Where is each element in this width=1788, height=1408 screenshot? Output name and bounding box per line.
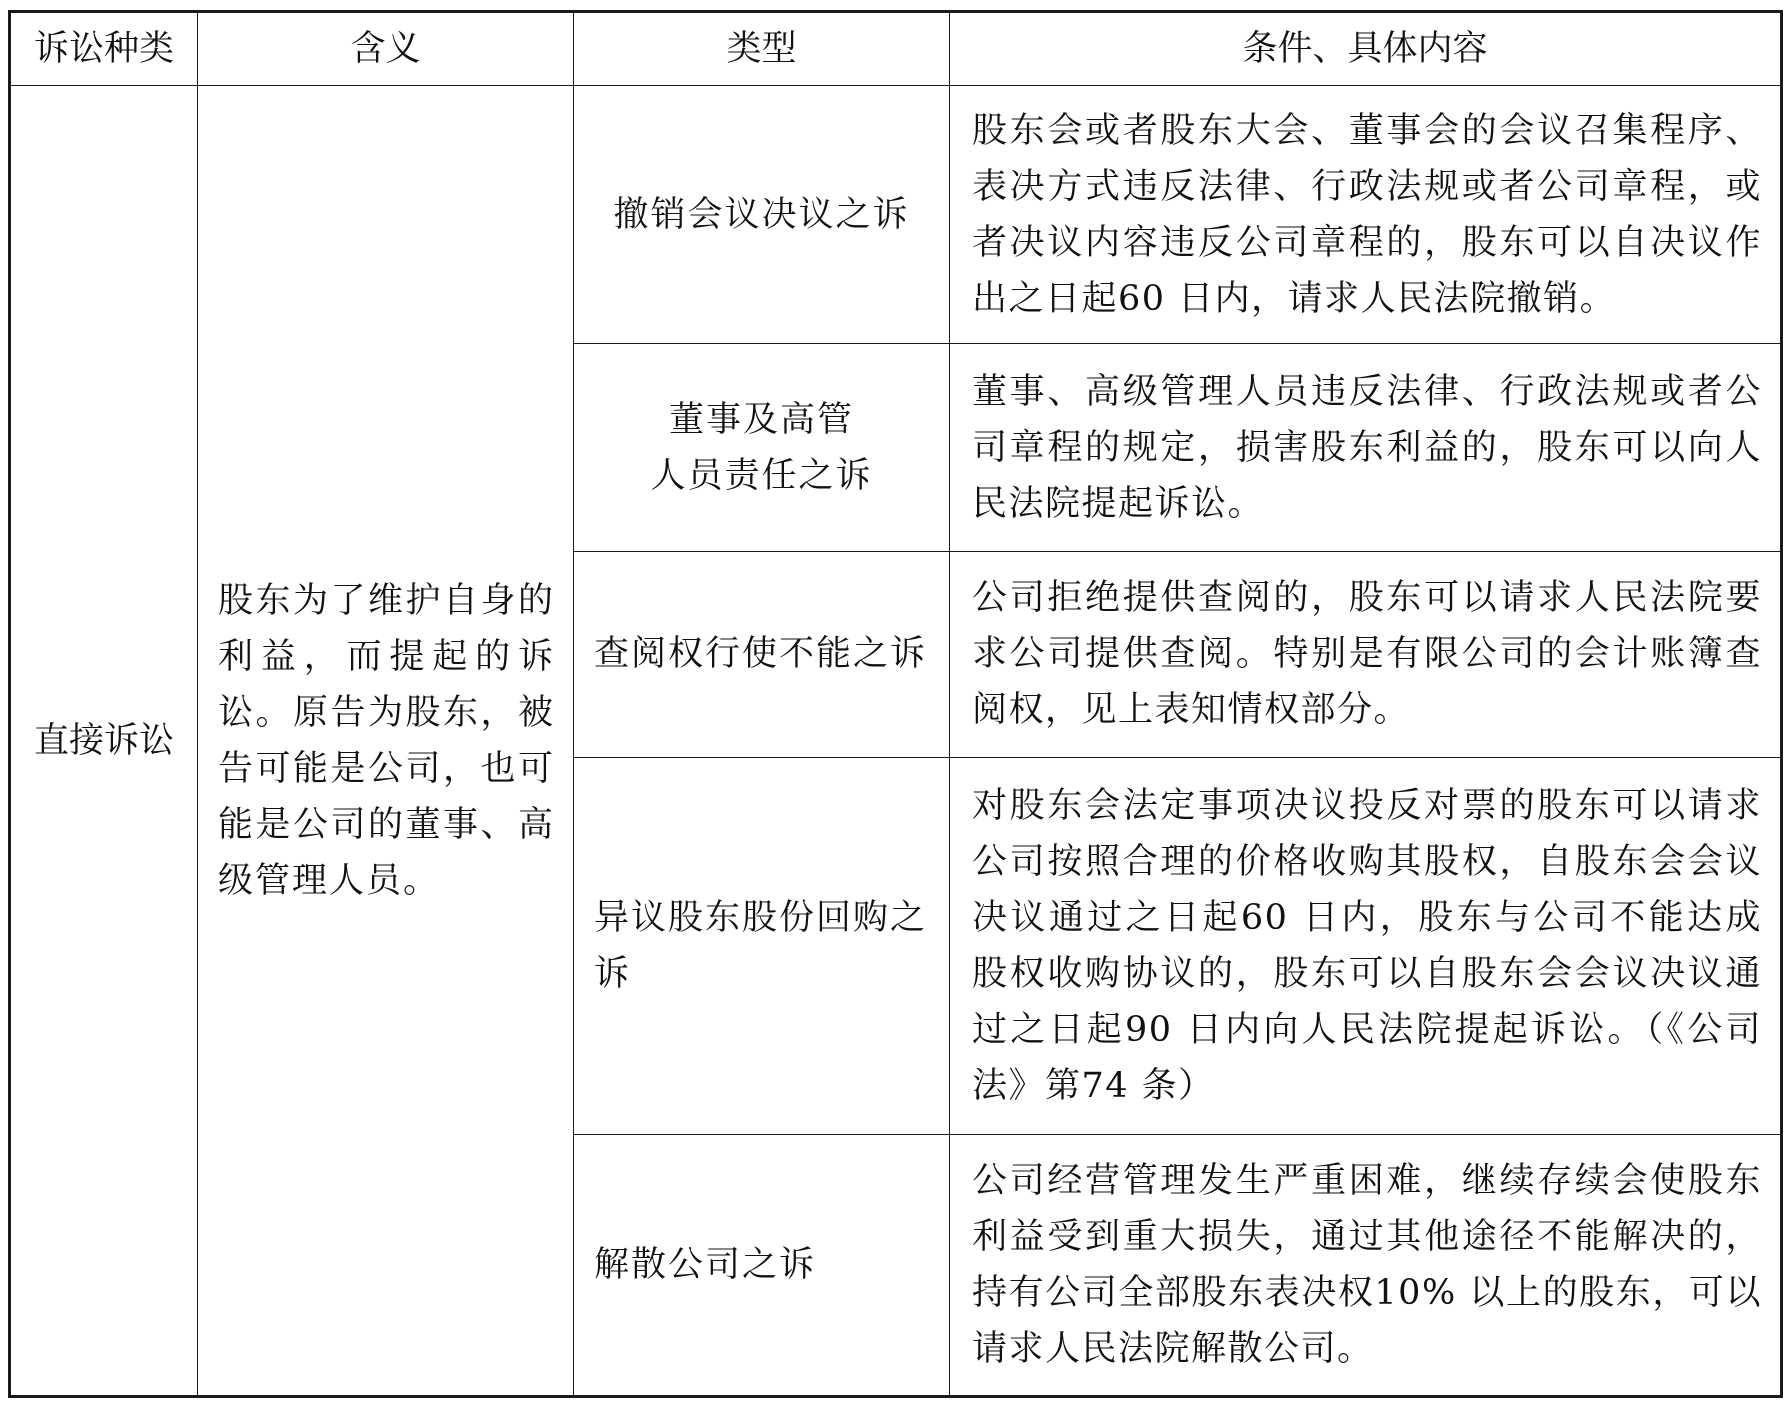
meaning-cell: 股东为了维护自身的利益，而提起的诉讼。原告为股东，被告可能是公司，也可能是公司的董事、高级管理人员。 — [198, 86, 574, 1397]
type-line: 人员责任之诉 — [650, 455, 873, 496]
content-cell: 股东会或者股东大会、董事会的会议召集程序、表决方式违反法律、行政法规或者公司章程，或者决议内容违反公司章程的，股东可以自决议作出之日起60 日内，请求人民法院撤销。 — [950, 86, 1782, 344]
header-row — [10, 12, 1782, 86]
header-type: 类型 — [574, 12, 950, 86]
header-kind: 诉讼种类 — [10, 12, 198, 86]
kind-cell: 直接诉讼 — [10, 86, 198, 1397]
lawsuit-table — [8, 10, 1783, 1398]
content-cell: 公司拒绝提供查阅的，股东可以请求人民法院要求公司提供查阅。特别是有限公司的会计账簿查阅权，见上表知情权部分。 — [950, 551, 1782, 757]
content-cell: 公司经营管理发生严重困难，继续存续会使股东利益受到重大损失，通过其他途径不能解决的，持有公司全部股东表决权10% 以上的股东，可以请求人民法院解散公司。 — [950, 1134, 1782, 1396]
type-cell — [574, 344, 950, 551]
content-cell: 对股东会法定事项决议投反对票的股东可以请求公司按照合理的价格收购其股权，自股东会会议决议通过之日起60 日内，股东与公司不能达成股权收购协议的，股东可以自股东会会议决议通过之日起90 日内向人民法院提起诉讼。（《公司法》第74 条） — [950, 758, 1782, 1135]
type-line: 董事及高管 — [668, 399, 854, 440]
type-line: 撤销会议决议之诉 — [613, 194, 910, 235]
type-cell — [574, 1134, 950, 1396]
content-cell: 董事、高级管理人员违反法律、行政法规或者公司章程的规定，损害股东利益的，股东可以向人民法院提起诉讼。 — [950, 344, 1782, 551]
header-meaning: 含义 — [198, 12, 574, 86]
table-row — [10, 86, 1782, 344]
type-line: 异议股东股份回购之诉 — [594, 897, 928, 994]
type-cell — [574, 758, 950, 1135]
header-content: 条件、具体内容 — [950, 12, 1782, 86]
type-line: 查阅权行使不能之诉 — [594, 634, 928, 675]
type-line: 解散公司之诉 — [594, 1244, 817, 1285]
type-cell — [574, 551, 950, 757]
type-cell — [574, 86, 950, 344]
